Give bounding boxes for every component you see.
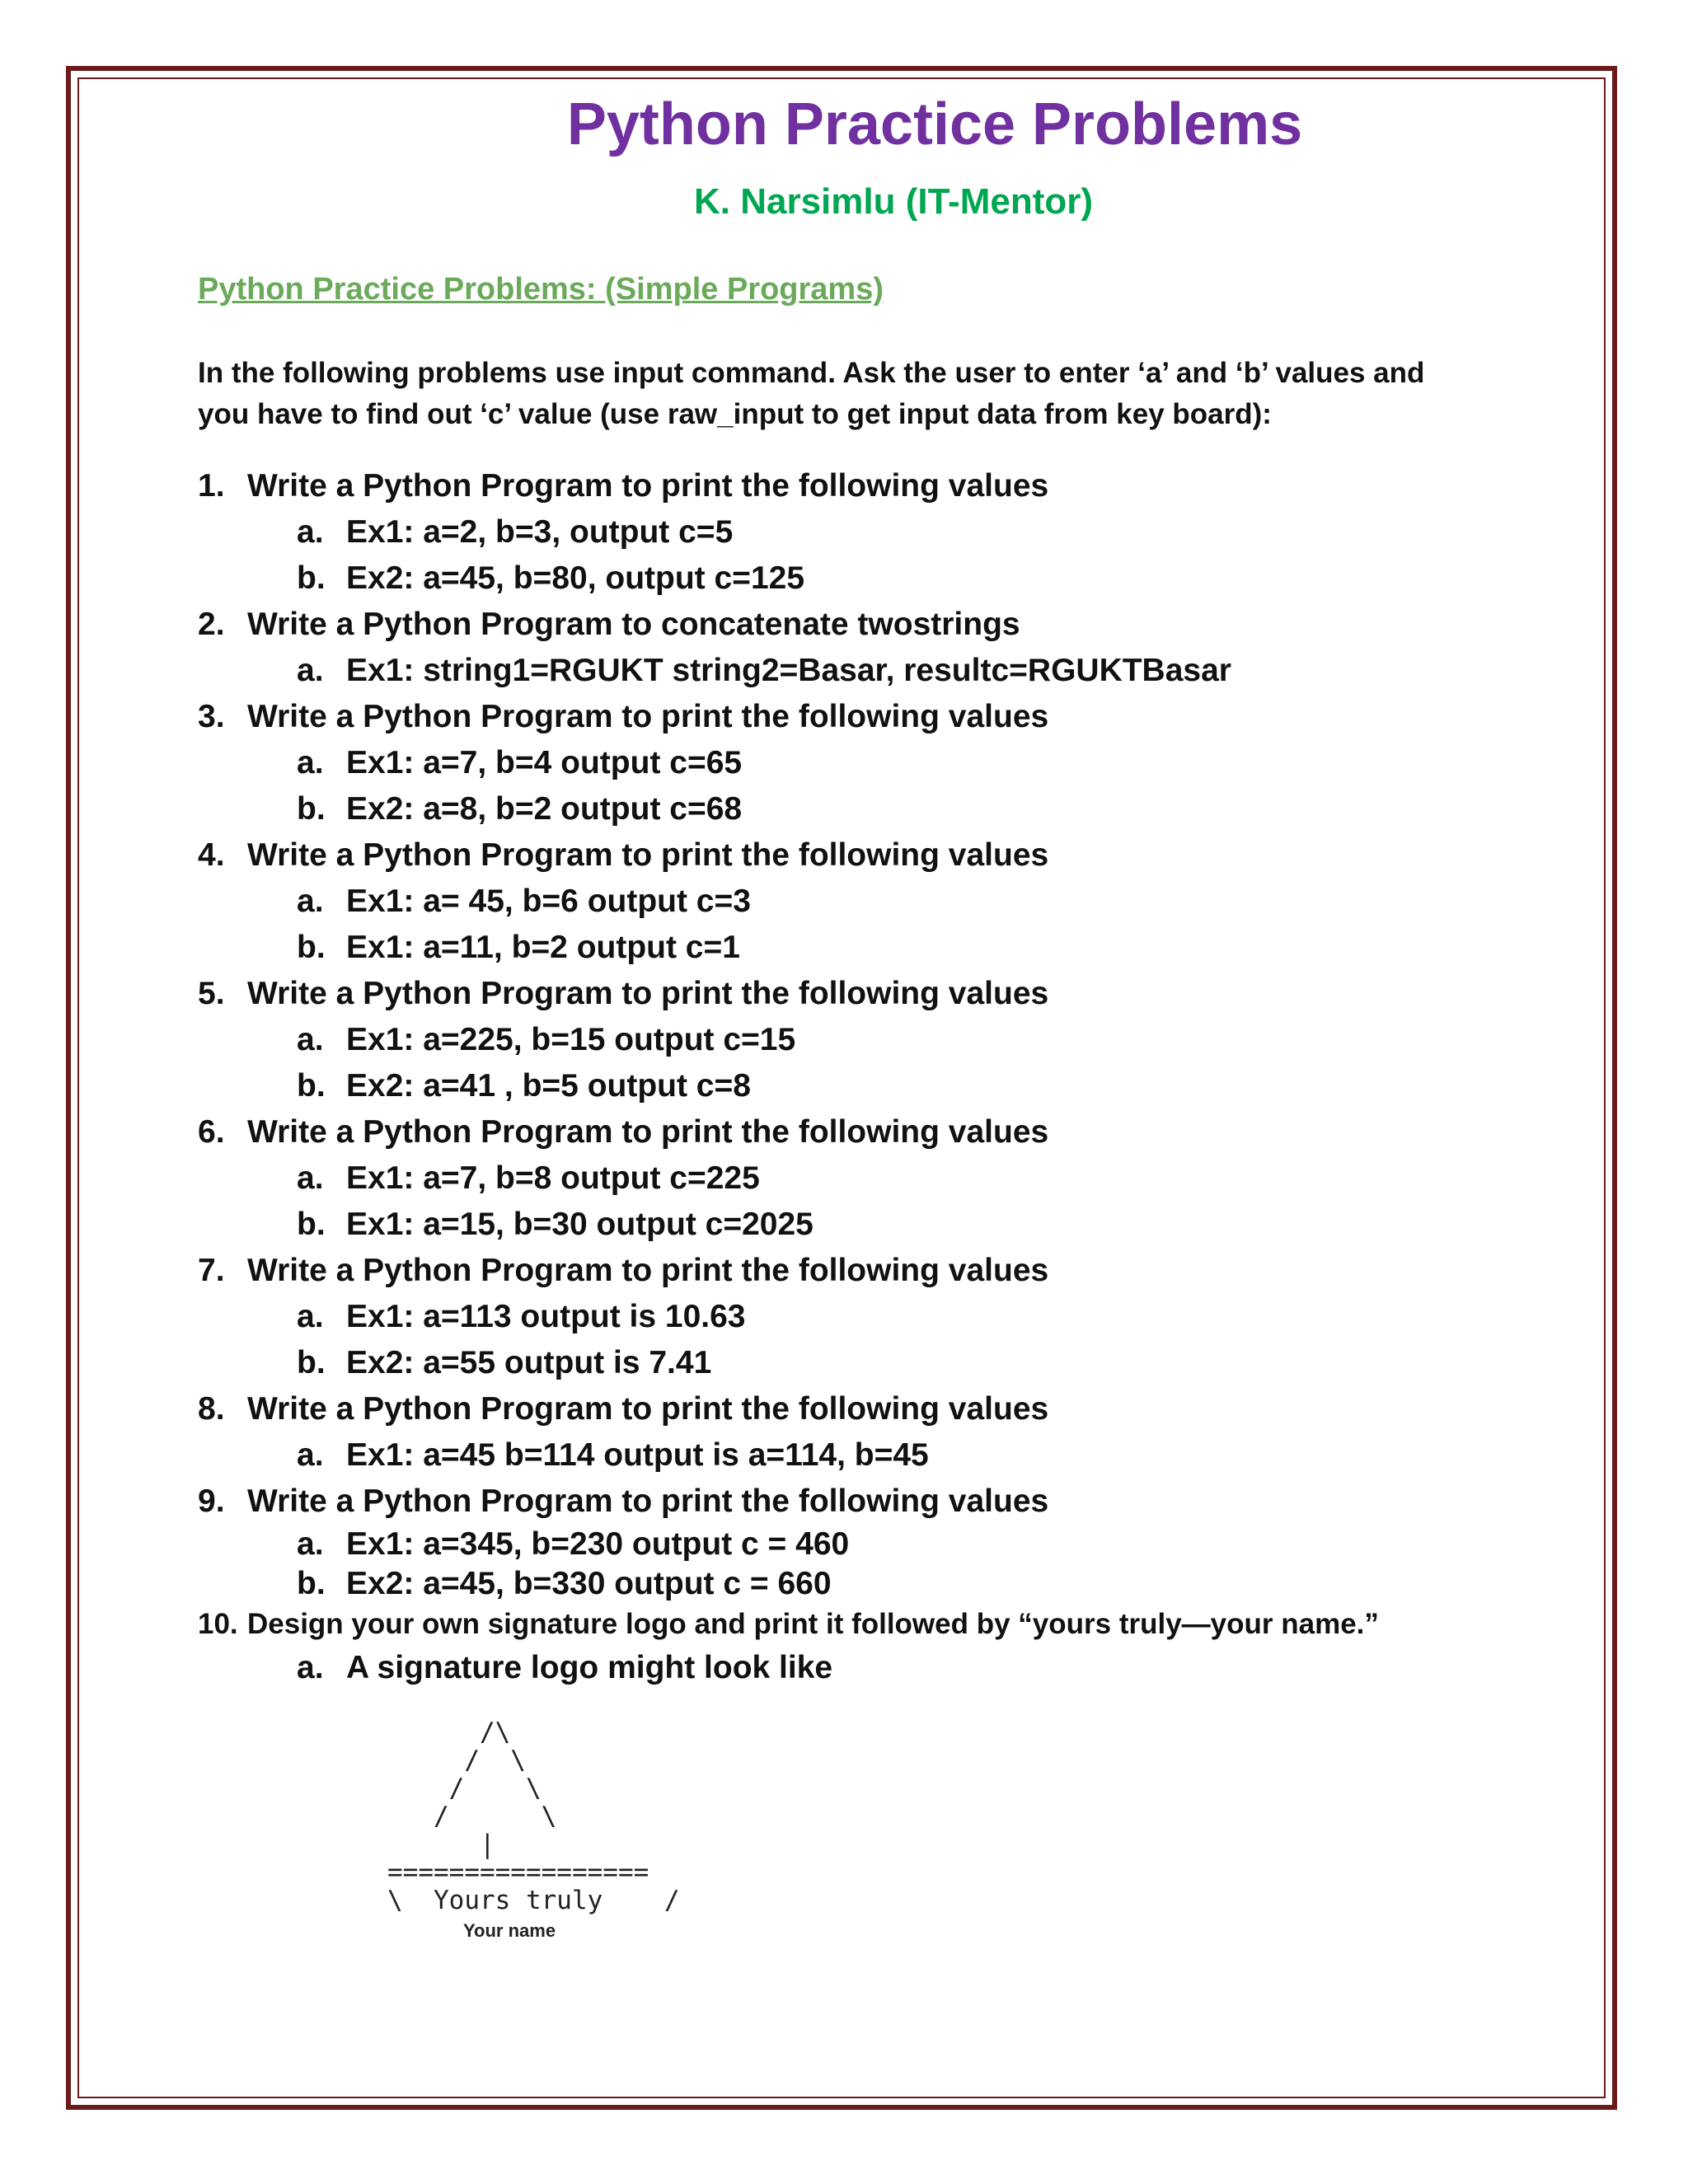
- example-item: [198, 1063, 1533, 1109]
- problem-number: 10.: [198, 1608, 238, 1640]
- problem-text: Write a Python Program to print the following values: [247, 837, 1049, 873]
- example-text: Ex1: a=7, b=8 output c=225: [346, 1160, 760, 1196]
- problem-item: [198, 602, 1533, 648]
- example-letter: a.: [297, 1022, 324, 1057]
- example-item: [198, 509, 1533, 555]
- problem-number: 2.: [198, 607, 225, 642]
- problem-item: [198, 832, 1533, 879]
- problem-text: Design your own signature logo and print it followed by “yours truly—your name.”: [247, 1608, 1379, 1640]
- example-item: [198, 555, 1533, 602]
- example-item: [198, 1564, 1533, 1604]
- example-item: [198, 879, 1533, 925]
- example-letter: a.: [297, 653, 324, 688]
- problem-item: [198, 1248, 1533, 1294]
- problem-text: Write a Python Program to print the following values: [247, 1483, 1049, 1519]
- example-item: [198, 740, 1533, 786]
- problem-text: Write a Python Program to print the following values: [247, 699, 1049, 734]
- problem-item: [198, 463, 1533, 509]
- problem-item: [198, 1109, 1533, 1155]
- example-letter: a.: [297, 514, 324, 550]
- example-item: [198, 1155, 1533, 1202]
- example-item: [198, 1432, 1533, 1479]
- problem-number: 8.: [198, 1391, 225, 1427]
- example-letter: a.: [297, 1650, 324, 1685]
- example-text: Ex1: a=113 output is 10.63: [346, 1299, 746, 1334]
- example-text: Ex1: string1=RGUKT string2=Basar, resultc=RGUKTBasar: [346, 653, 1231, 688]
- example-letter: b.: [297, 1207, 326, 1242]
- example-text: Ex2: a=8, b=2 output c=68: [346, 791, 743, 827]
- example-letter: b.: [297, 1566, 326, 1601]
- problem-text: Write a Python Program to print the following values: [247, 468, 1049, 504]
- problem-text: Write a Python Program to concatenate twostrings: [247, 607, 1020, 642]
- example-text: Ex1: a=7, b=4 output c=65: [346, 745, 743, 780]
- example-text: Ex1: a=2, b=3, output c=5: [346, 514, 734, 550]
- section-heading: Python Practice Problems: (Simple Programs): [198, 272, 884, 307]
- example-item: [198, 1017, 1533, 1063]
- example-text: Ex1: a=11, b=2 output c=1: [346, 930, 740, 965]
- example-item: [198, 1340, 1533, 1386]
- example-text: Ex1: a=225, b=15 output c=15: [346, 1022, 796, 1057]
- example-letter: b.: [297, 1345, 326, 1380]
- intro-paragraph: In the following problems use input command. Ask the user to enter ‘a’ and ‘b’ values and you have to find out ‘c’ value (use raw_input to get input data from key board):: [198, 357, 1425, 430]
- example-text: Ex2: a=45, b=80, output c=125: [346, 560, 805, 596]
- example-item: [198, 1645, 1533, 1691]
- example-text: Ex2: a=45, b=330 output c = 660: [346, 1566, 832, 1601]
- signature-logo-art: /\ / \ / \ / \ | ================= \ Yours truly /: [387, 1718, 680, 1915]
- document-title: Python Practice Problems: [566, 91, 1303, 157]
- example-letter: a.: [297, 745, 324, 780]
- problem-number: 9.: [198, 1483, 225, 1519]
- problem-item: [198, 1604, 1533, 1645]
- example-letter: a.: [297, 1526, 324, 1562]
- problem-item: [198, 694, 1533, 740]
- problem-number: 3.: [198, 699, 225, 734]
- problem-text: Write a Python Program to print the following values: [247, 1391, 1049, 1427]
- example-item: [198, 925, 1533, 971]
- problem-item: [198, 1479, 1533, 1525]
- example-letter: a.: [297, 883, 324, 919]
- problem-item: [198, 1386, 1533, 1432]
- example-text: A signature logo might look like: [346, 1650, 833, 1685]
- example-letter: a.: [297, 1299, 324, 1334]
- problem-number: 4.: [198, 837, 225, 873]
- problem-item: [198, 971, 1533, 1017]
- example-item: [198, 1525, 1533, 1564]
- example-text: Ex2: a=55 output is 7.41: [346, 1345, 712, 1380]
- example-letter: b.: [297, 791, 326, 827]
- example-item: [198, 1294, 1533, 1340]
- problem-list: [198, 463, 1533, 1691]
- example-text: Ex2: a=41 , b=5 output c=8: [346, 1068, 751, 1104]
- example-text: Ex1: a=45 b=114 output is a=114, b=45: [346, 1437, 929, 1473]
- example-letter: b.: [297, 930, 326, 965]
- problem-text: Write a Python Program to print the following values: [247, 1114, 1049, 1150]
- problem-text: Write a Python Program to print the following values: [247, 1253, 1049, 1288]
- example-letter: a.: [297, 1160, 324, 1196]
- problem-text: Write a Python Program to print the following values: [247, 976, 1049, 1011]
- example-item: [198, 1202, 1533, 1248]
- author-line: K. Narsimlu (IT-Mentor): [693, 181, 1094, 222]
- problem-number: 6.: [198, 1114, 225, 1150]
- example-letter: b.: [297, 1068, 326, 1104]
- example-letter: b.: [297, 560, 326, 596]
- example-text: Ex1: a=15, b=30 output c=2025: [346, 1207, 814, 1242]
- problem-number: 5.: [198, 976, 225, 1011]
- example-text: Ex1: a=345, b=230 output c = 460: [346, 1526, 850, 1562]
- example-letter: a.: [297, 1437, 324, 1473]
- problem-number: 7.: [198, 1253, 225, 1288]
- example-text: Ex1: a= 45, b=6 output c=3: [346, 883, 751, 919]
- problem-number: 1.: [198, 468, 225, 504]
- example-item: [198, 786, 1533, 832]
- signature-name: Your name: [463, 1920, 556, 1941]
- example-item: [198, 648, 1533, 694]
